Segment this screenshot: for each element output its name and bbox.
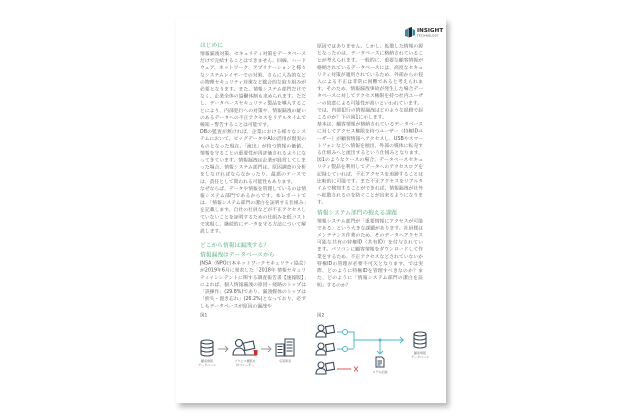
- arrow-icon: [261, 346, 271, 352]
- usb-icon: [254, 350, 258, 355]
- figure1-diagram: [196, 329, 311, 379]
- caption-broker: 名簿業者: [278, 359, 292, 363]
- caption-db-1: 顧客情報: [200, 359, 214, 363]
- caption-db-2: データベース: [411, 355, 429, 359]
- paragraph: 情報漏洩対策、セキュリティ対策をデータベースだけで完結することはできません。回線、ハードウェア、ネットワーク、アプリケーションと様々なシステムレイヤーでの対策、さらに人為的などの物理セキュリティ対策など総合的な取り組みが必要となります。また、情報システム部門だけでなく、企業全体の協働体制も求められます。ただし、データベースセキュリティ製品を導入することにより、内部犯行への対策や、情報漏洩の疑いのあるデータへの不正アクセスをリアルタイムで検知・警告することは可能です。: [200, 51, 306, 128]
- insight-technology-logo: [404, 27, 445, 39]
- logo-icon: [404, 27, 416, 38]
- paragraph: では、内部犯行の情報漏洩はどのような経路で起こるのか？下の図1に示します。: [317, 107, 423, 121]
- paragraph: JNSA（NPO日本ネットワークセキュリティ協会）が2019年6月に発表した「2018年 情報セキュリティインシデントに関する調査報告書【速報版】」によれば、個人情報漏洩の原因・経路のトップは「誤操作」(29.8%)であり、漏洩媒体のトップは「紛失・置き忘れ」(26.2%)となっており、必ずしもデータベースが原因の漏洩や: [200, 260, 306, 309]
- left-column: [200, 41, 306, 310]
- paragraph: 原因ではありません。しかし、拡散した情報の源となったのは、データベースに格納されていることが考えられます。一般的に、重要な顧客情報が格納されているデータベースには、高度なセキュリティ対策が適用されているため、外部からの侵入による不正は非常に困難であると考えられます。そのため、情報漏洩事故が発生した場合データベースに対してアクセス権限を持つ社内ユーザーの故意による可能性が高いといわれています。: [317, 43, 423, 106]
- arrow-icon: [218, 346, 228, 352]
- paragraph: 基本は、顧客情報が格納されているデータベースに対してアクセス権限を持つユーザー（特権IDユーザー）が顧客情報へアクセスし、USBやスマートフォンなどへ情報を抽出、外部の媒体に転売する仕組みへと流出するという仕組みとなります。図1のようなケースの場合、データベースセキュリティ製品を利用してデータへのアクセスログを記録していれば、不正アクセスを追跡することは比較的に可能です。また不正アクセスをリアルタイムで検知することができれば、情報漏洩が社外へ拡散されるのを防ぐことが出来るようになります。: [317, 121, 423, 206]
- document-page: [176, 18, 446, 403]
- caption-user-1: アクセス権限を: [234, 359, 256, 363]
- log-document-icon: [376, 357, 384, 367]
- right-column: [317, 43, 423, 289]
- user-group-icon: [316, 343, 335, 355]
- building-icon: [276, 339, 294, 356]
- paragraph: DBの監査が無ければ、企業における様々なシステムにおいて、ビッグデータやAIの活用が現実のものとなった現在、「流出」が持つ情報の価値、情報を守ることの重要性が再評価されるようになってきています。情報漏洩は企業が経営してしまった場合、情報システム部門は、原因調査の分析をしなければならなかったり、最悪のケースでは、責任として問われる可能性もあります。: [200, 129, 306, 185]
- caption-db-2: データベース: [198, 363, 216, 367]
- caption-user-2: 持つユーザー: [235, 363, 255, 367]
- paragraph: 情報システム部門が「重要情報にアクセスが可能である」という大きな課題があります。社員様はメンテナンス作業のため、そのデータへアクセス可能な共有の特権ID（共有ID）を付与されています。パソコンに顧客情報をダウンロードして作業をするため、不正アクセスなどされていないか特権IDの管理が必要不可欠となります。では実際、どのように特権IDを管理すべきなのか？また、どのように「情報システム部門の潔白を証明」するのか？: [317, 218, 423, 288]
- figure2-label: 図2: [317, 313, 325, 318]
- blocked-x-icon: [337, 367, 358, 372]
- user-group-icon: [316, 325, 335, 337]
- heading-issue: 情報システム部門の抱える課題: [317, 208, 397, 216]
- caption-log: ログの記録: [372, 370, 388, 374]
- caption-db-1: 顧客情報: [413, 351, 427, 355]
- logo-sub: TECHNOLOGY: [417, 34, 439, 38]
- figure1-label: 図1: [200, 313, 208, 318]
- access-lines: [337, 330, 404, 355]
- user-with-laptop-icon: [233, 340, 256, 356]
- paragraph: なぜならば、データや情報を管理しているのは情報システム部門であるからです。本レポートでは、「情報システム部門の潔白を証明する仕組み」を記載します。自社の社員などが不正アクセスしていないことを証明するための仕組みを低コストで実現し、継続的にデータを守る方法について解説します。: [200, 185, 306, 235]
- logo-name: INSIGHT: [417, 27, 444, 34]
- heading-intro: はじめに: [200, 41, 223, 49]
- database-icon: [414, 332, 426, 348]
- figure2-diagram: [315, 321, 435, 391]
- heading-where: どこから情報は漏洩する？: [200, 241, 269, 249]
- database-icon: [201, 340, 213, 356]
- subheading-db: 情報漏洩はデータベースから: [200, 251, 275, 259]
- user-group-icon: [316, 362, 335, 374]
